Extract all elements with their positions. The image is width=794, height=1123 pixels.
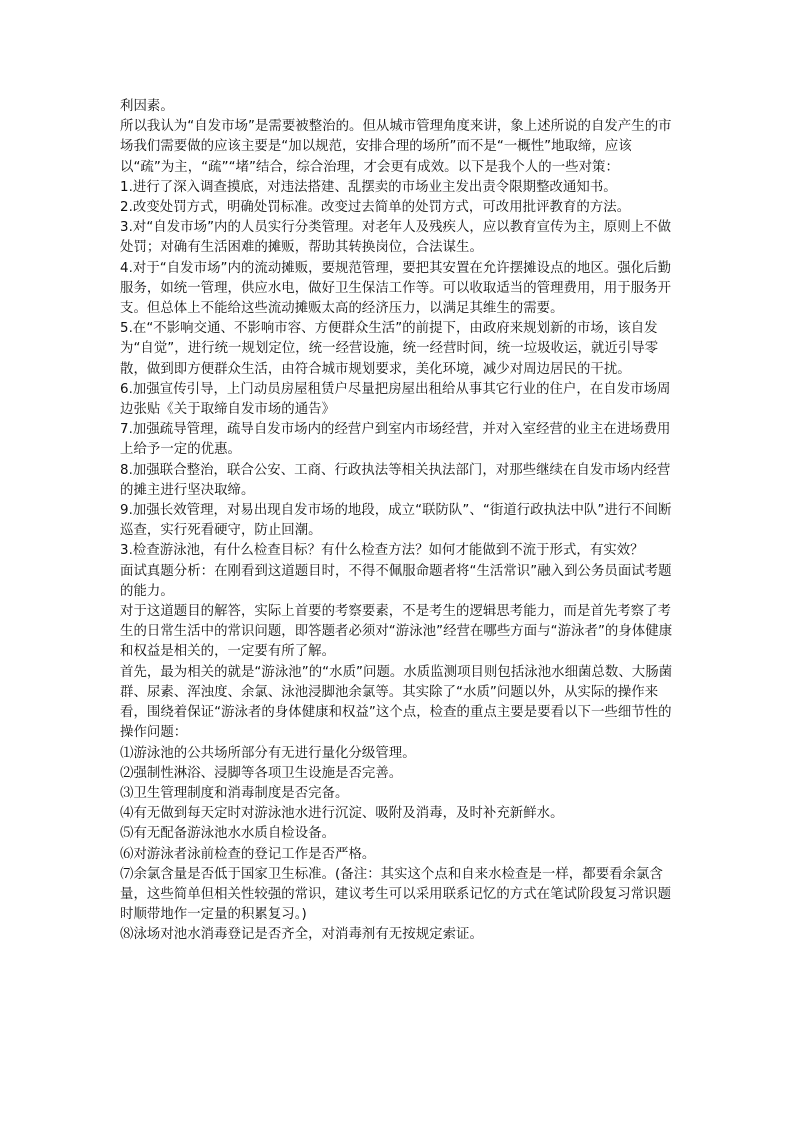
paragraph-check-3: ⑶卫生管理制度和消毒制度是否完备。 bbox=[120, 785, 349, 801]
paragraph-opinion: 所以我认为“自发市场”是需要被整治的。但从城市管理角度来讲，象上述所说的自发产生的市场我们需要做的应该主要是“加以规范，安排合理的场所”而不是“一概性”地取缔，应该以“疏”为主，“疏”“堵”结合，综合治理，才会更有成效。以下是我个人的一些对策： bbox=[120, 119, 672, 175]
paragraph-check-5: ⑸有无配备游泳池水水质自检设备。 bbox=[120, 826, 336, 842]
paragraph-measure-5: 5.在“不影响交通、不影响市容、方便群众生活”的前提下，由政府来规划新的市场，该自发为“自觉”，进行统一规划定位，统一经营设施，统一经营时间，统一垃圾收运，就近引导零散，做到即方便群众生活，由符合城市规划要求，美化环境，减少对周边居民的干扰。 bbox=[120, 321, 659, 377]
paragraph-question-3: 3.检查游泳池，有什么检查目标？有什么检查方法？如何才能做到不流于形式，有实效？ bbox=[120, 543, 644, 559]
paragraph-analysis: 面试真题分析：在刚看到这道题目时，不得不佩服命题者将“生活常识”融入到公务员面试考题的能力。 bbox=[120, 563, 672, 599]
paragraph-check-4: ⑷有无做到每天定时对游泳池水进行沉淀、吸附及消毒，及时补充新鲜水。 bbox=[120, 806, 564, 822]
paragraph-measure-8: 8.加强联合整治，联合公安、工商、行政执法等相关执法部门，对那些继续在自发市场内经营的摊主进行坚决取缔。 bbox=[120, 462, 671, 498]
paragraph-check-6: ⑹对游泳者泳前检查的登记工作是否严格。 bbox=[120, 846, 376, 862]
paragraph-check-2: ⑵强制性淋浴、浸脚等各项卫生设施是否完善。 bbox=[120, 765, 403, 781]
paragraph-measure-2: 2.改变处罚方式，明确处罚标准。改变过去简单的处罚方式，可改用批评教育的方法。 bbox=[120, 200, 631, 216]
paragraph-measure-7: 7.加强疏导管理，疏导自发市场内的经营户到室内市场经营，并对入室经营的业主在进场费用上给予一定的优惠。 bbox=[120, 422, 671, 458]
paragraph-measure-1: 1.进行了深入调查摸底，对违法搭建、乱摆卖的市场业主发出责令限期整改通知书。 bbox=[120, 179, 617, 195]
paragraph-water-quality: 首先，最为相关的就是“游泳池”的“水质”问题。水质监测项目则包括泳池水细菌总数、大肠菌群、尿素、浑浊度、余氯、泳池浸脚池余氯等。其实除了“水质”问题以外，从实际的操作来看，围绕着保证“游泳者的身体健康和权益”这个点，检查的重点主要是要看以下一些细节性的操作问题： bbox=[120, 664, 673, 741]
paragraph-check-8: ⑻泳场对池水消毒登记是否齐全，对消毒剂有无按规定索证。 bbox=[120, 927, 483, 943]
paragraph-measure-9: 9.加强长效管理，对易出现自发市场的地段，成立“联防队”、“街道行政执法中队”进行不间断巡查，实行死看硬守，防止回潮。 bbox=[120, 503, 672, 539]
paragraph-check-7: ⑺余氯含量是否低于国家卫生标准。(备注：其实这个点和自来水检查是一样，都要看余氯含量，这些简单但相关性较强的常识，建议考生可以采用联系记忆的方式在笔试阶段复习常识题时顺带地作一定量的积累复习。) bbox=[120, 866, 672, 923]
paragraph-answer-intro: 对于这道题目的解答，实际上首要的考察要素，不是考生的逻辑思考能力，而是首先考察了考生的日常生活中的常识问题，即答题者必须对“游泳池”经营在哪些方面与“游泳者”的身体健康和权益是相关的，一定要有所了解。 bbox=[120, 604, 673, 660]
document-page bbox=[120, 97, 680, 946]
paragraph-measure-4: 4.对于“自发市场”内的流动摊贩，要规范管理，要把其安置在允许摆摊设点的地区。强化后勤服务，如统一管理，供应水电，做好卫生保洁工作等。可以收取适当的管理费用，用于服务开支。但总体上不能给这些流动摊贩太高的经济压力，以满足其维生的需要。 bbox=[120, 260, 672, 317]
paragraph-intro-end: 利因素。 bbox=[120, 99, 174, 114]
paragraph-check-1: ⑴游泳池的公共场所部分有无进行量化分级管理。 bbox=[120, 745, 416, 761]
paragraph-measure-6: 6.加强宣传引导，上门动员房屋租赁户尽量把房屋出租给从事其它行业的住户，在自发市场周边张贴《关于取缔自发市场的通告》 bbox=[120, 381, 671, 418]
paragraph-measure-3: 3.对“自发市场”内的人员实行分类管理。对老年人及残疾人，应以教育宣传为主，原则上不做处罚；对确有生活困难的摊贩，帮助其转换岗位，合法谋生。 bbox=[120, 220, 672, 256]
